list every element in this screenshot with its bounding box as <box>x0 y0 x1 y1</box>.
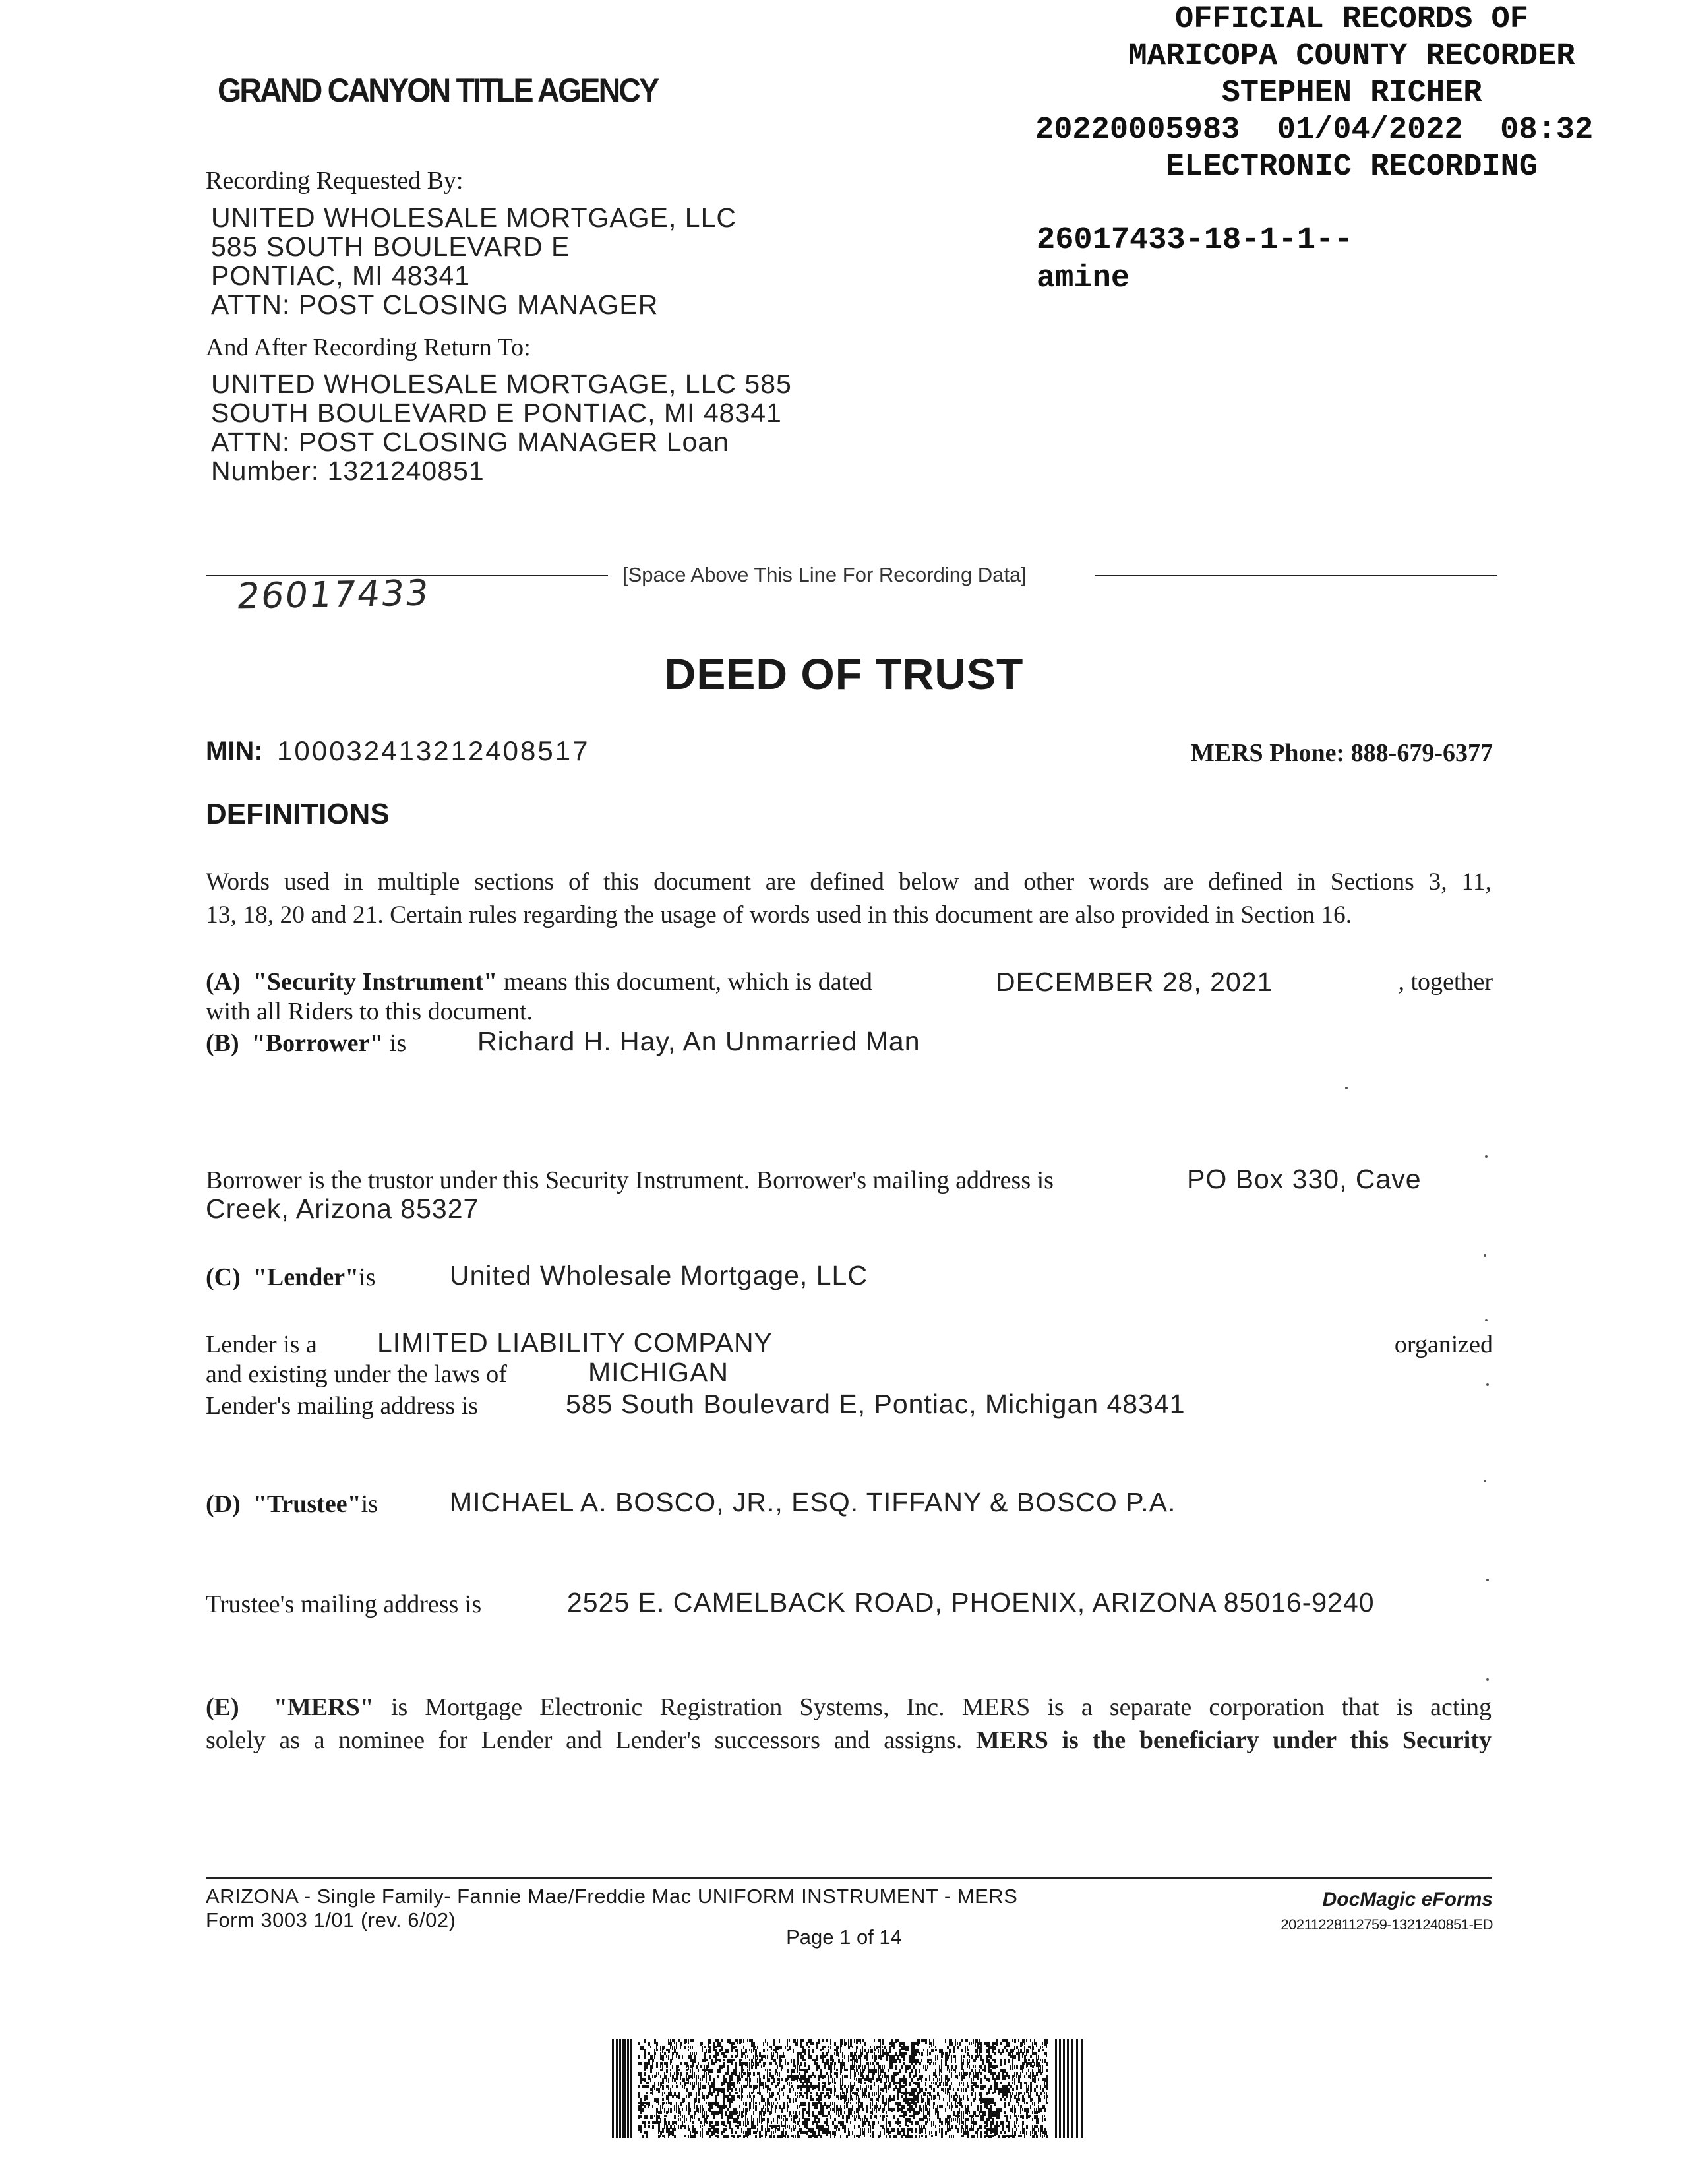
mers-phone: MERS Phone: 888-679-6377 <box>1190 739 1493 767</box>
recording-requested-label: Recording Requested By: <box>206 167 464 195</box>
address-line: PONTIAC, MI 48341 <box>211 260 470 291</box>
scan-speck <box>1345 1087 1348 1089</box>
address-line: SOUTH BOULEVARD E PONTIAC, MI 48341 <box>211 398 782 428</box>
stamp-line-3: STEPHEN RICHER <box>1221 76 1482 111</box>
definition-term: "MERS" <box>273 1693 374 1721</box>
definition-letter: (D) <box>206 1490 241 1518</box>
footer-line-1: ARIZONA - Single Family- Fannie Mae/Freddie Mac UNIFORM INSTRUMENT - MERS <box>206 1885 1018 1908</box>
barcode <box>612 2039 1087 2138</box>
trustee-name: MICHAEL A. BOSCO, JR., ESQ. TIFFANY & BOSCO P.A. <box>450 1487 1176 1517</box>
definition-letter: (B) <box>206 1029 239 1057</box>
definition-is: is <box>359 1263 376 1291</box>
definition-a <box>206 967 872 996</box>
lender-state: MICHIGAN <box>588 1357 729 1387</box>
footer-line-2: Form 3003 1/01 (rev. 6/02) <box>206 1908 456 1931</box>
min-value: 100032413212408517 <box>277 735 590 766</box>
footer-divider <box>206 1877 1492 1879</box>
stamp-line-5: ELECTRONIC RECORDING <box>1165 150 1538 185</box>
docmagic-document-id: 20211228112759-1321240851-ED <box>1281 1916 1493 1933</box>
address-line: 585 SOUTH BOULEVARD E <box>211 231 570 262</box>
definitions-heading: DEFINITIONS <box>206 798 390 830</box>
scan-speck <box>1486 1678 1489 1681</box>
scan-speck <box>1484 1480 1486 1482</box>
return-to-label: And After Recording Return To: <box>206 334 531 361</box>
definition-is: is <box>389 1029 407 1057</box>
return-to-address <box>211 369 792 485</box>
together-text: , together <box>1398 968 1493 996</box>
scan-speck <box>1486 1383 1489 1386</box>
lender-laws-text: and existing under the laws of <box>206 1360 507 1388</box>
recorder-stamp <box>1035 1 1668 186</box>
definition-letter: (A) <box>206 968 241 996</box>
recording-requested-address <box>211 203 737 319</box>
scan-speck <box>1485 1319 1488 1321</box>
page-number: Page 1 of 14 <box>786 1926 902 1949</box>
definition-b <box>206 1029 406 1058</box>
handwritten-number: 26017433 <box>234 572 433 617</box>
address-line: Number: 1321240851 <box>211 456 485 486</box>
definition-e-line-2 <box>206 1724 1492 1757</box>
definition-letter: (C) <box>206 1263 241 1291</box>
borrower-address-text: Borrower is the trustor under this Security Instrument. Borrower's mailing address is <box>206 1167 1054 1194</box>
scan-speck <box>1486 1579 1489 1581</box>
document-title: DEED OF TRUST <box>664 650 1024 698</box>
definition-a-line-2: with all Riders to this document. <box>206 998 533 1025</box>
address-line: ATTN: POST CLOSING MANAGER <box>211 289 659 320</box>
definition-d <box>206 1490 378 1519</box>
borrower-address-value-1: PO Box 330, Cave <box>1187 1164 1422 1194</box>
trustee-address-value: 2525 E. CAMELBACK ROAD, PHOENIX, ARIZONA 85016-9240 <box>567 1587 1375 1618</box>
address-line: UNITED WHOLESALE MORTGAGE, LLC <box>211 202 737 233</box>
address-line: UNITED WHOLESALE MORTGAGE, LLC 585 <box>211 369 792 399</box>
stamp-doc-code: 26017433-18-1-1-- <box>1037 223 1353 258</box>
lender-name: United Wholesale Mortgage, LLC <box>450 1260 868 1290</box>
scan-speck <box>1485 1155 1488 1158</box>
stamp-line-2: MARICOPA COUNTY RECORDER <box>1128 39 1575 74</box>
lender-mailing-text: Lender's mailing address is <box>206 1392 479 1420</box>
definition-term: "Borrower" <box>251 1029 384 1057</box>
definition-text: is Mortgage Electronic Registration Systems, Inc. MERS is a separate corporation that is acting <box>390 1693 1492 1721</box>
definition-bold-text: MERS is the beneficiary under this Security <box>976 1726 1492 1754</box>
trustee-address-text: Trustee's mailing address is <box>206 1591 482 1618</box>
address-line: ATTN: POST CLOSING MANAGER Loan <box>211 427 729 457</box>
docmagic-logo: DocMagic eForms <box>1322 1889 1493 1910</box>
definition-term: "Lender" <box>253 1263 359 1291</box>
definition-is: is <box>361 1490 378 1518</box>
recording-data-notice: [Space Above This Line For Recording Data] <box>622 563 1027 586</box>
stamp-record-time: 08:32 <box>1500 113 1594 148</box>
title-agency-name: GRAND CANYON TITLE AGENCY <box>218 72 658 109</box>
organized-text: organized <box>1394 1331 1493 1358</box>
definition-e-line-1 <box>206 1691 1492 1724</box>
definitions-intro-line-2: 13, 18, 20 and 21. Certain rules regarding the usage of words used in this document are also provided in Section 16. <box>206 901 1352 928</box>
lender-is-a-text: Lender is a <box>206 1331 317 1358</box>
recording-divider-right <box>1095 575 1497 576</box>
definition-term: "Trustee" <box>253 1490 361 1518</box>
definition-text: solely as a nominee for Lender and Lender's successors and assigns. <box>206 1726 963 1754</box>
stamp-record-number: 20220005983 <box>1035 113 1240 148</box>
stamp-record-line <box>1035 112 1668 149</box>
lender-entity-type: LIMITED LIABILITY COMPANY <box>377 1327 773 1358</box>
definition-term: "Security Instrument" <box>253 968 498 996</box>
scan-speck <box>1484 1254 1486 1257</box>
borrower-address-value-2: Creek, Arizona 85327 <box>206 1194 479 1224</box>
min-label: MIN: <box>206 737 263 766</box>
stamp-user: amine <box>1037 261 1130 296</box>
security-instrument-date: DECEMBER 28, 2021 <box>996 967 1273 997</box>
definitions-intro-line-1: Words used in multiple sections of this document are defined below and other words are defined in Sections 3, 11, <box>206 868 1492 895</box>
definition-text: means this document, which is dated <box>503 968 873 996</box>
stamp-line-1: OFFICIAL RECORDS OF <box>1175 2 1528 37</box>
lender-mailing-address: 585 South Boulevard E, Pontiac, Michigan 48341 <box>566 1389 1186 1419</box>
stamp-record-date: 01/04/2022 <box>1277 113 1463 148</box>
definition-c <box>206 1263 376 1292</box>
definition-letter: (E) <box>206 1693 239 1721</box>
borrower-name: Richard H. Hay, An Unmarried Man <box>477 1026 920 1056</box>
